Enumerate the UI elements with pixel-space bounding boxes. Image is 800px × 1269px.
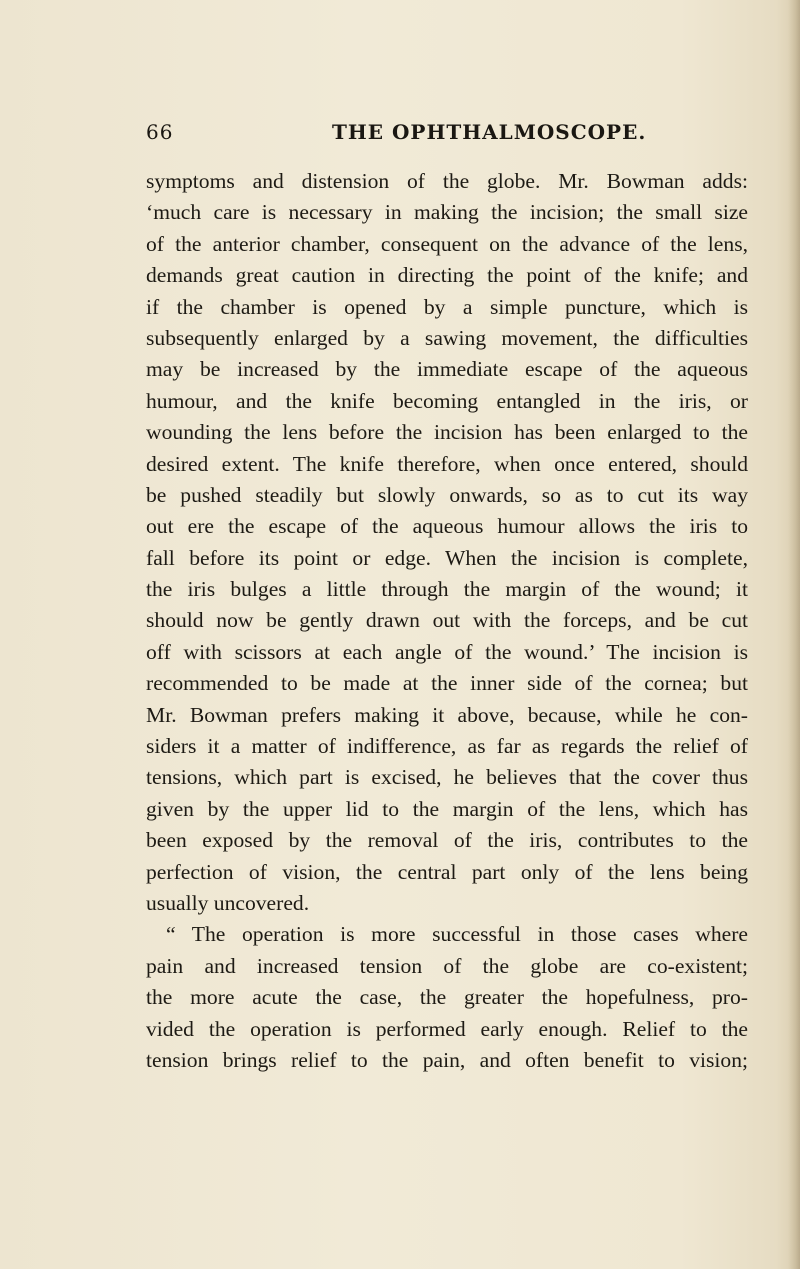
- text-line: tensions, which part is excised, he believes that the cover thus: [146, 765, 748, 790]
- text-line: been exposed by the removal of the iris, contributes to the: [146, 828, 748, 853]
- page-header: [146, 120, 746, 150]
- text-line: off with scissors at each angle of the wound.’ The incision is: [146, 639, 748, 664]
- text-line: humour, and the knife becoming entangled in the iris, or: [146, 388, 748, 413]
- text-line: out ere the escape of the aqueous humour allows the iris to: [146, 514, 748, 539]
- text-line: vided the operation is performed early enough. Relief to the: [146, 1016, 748, 1041]
- text-line: be pushed steadily but slowly onwards, so as to cut its way: [146, 482, 748, 507]
- text-line: tension brings relief to the pain, and often benefit to vision;: [146, 1047, 748, 1072]
- body-text: [146, 166, 748, 1076]
- page-edge-shadow: [788, 0, 800, 1269]
- text-line: pain and increased tension of the globe are co-existent;: [146, 953, 748, 978]
- text-line: usually uncovered.: [146, 890, 310, 915]
- text-line: subsequently enlarged by a sawing movement, the difficulties: [146, 325, 748, 350]
- text-line: should now be gently drawn out with the forceps, and be cut: [146, 608, 748, 633]
- text-line: of the anterior chamber, consequent on the advance of the lens,: [146, 231, 748, 256]
- text-line: perfection of vision, the central part only of the lens being: [146, 859, 748, 884]
- text-line: siders it a matter of indifference, as far as regards the relief of: [146, 734, 748, 759]
- text-line: recommended to be made at the inner side of the cornea; but: [146, 671, 748, 696]
- text-line: “ The operation is more successful in those cases where: [166, 922, 748, 947]
- text-line: the more acute the case, the greater the hopefulness, pro-: [146, 985, 748, 1010]
- text-line: fall before its point or edge. When the incision is complete,: [146, 545, 748, 570]
- text-line: the iris bulges a little through the margin of the wound; it: [146, 577, 748, 602]
- text-line: Mr. Bowman prefers making it above, because, while he con-: [146, 702, 748, 727]
- text-line: may be increased by the immediate escape of the aqueous: [146, 357, 748, 382]
- text-line: desired extent. The knife therefore, when once entered, should: [146, 451, 748, 476]
- text-line: symptoms and distension of the globe. Mr. Bowman adds:: [146, 169, 748, 193]
- page-number: 66: [146, 120, 174, 144]
- text-line: demands great caution in directing the point of the knife; and: [146, 263, 748, 288]
- text-line: if the chamber is opened by a simple puncture, which is: [146, 294, 748, 319]
- text-line: given by the upper lid to the margin of the lens, which has: [146, 796, 748, 821]
- text-line: ‘much care is necessary in making the incision; the small size: [146, 200, 748, 225]
- running-head: THE OPHTHALMOSCOPE.: [332, 120, 647, 144]
- text-line: wounding the lens before the incision has been enlarged to the: [146, 420, 748, 445]
